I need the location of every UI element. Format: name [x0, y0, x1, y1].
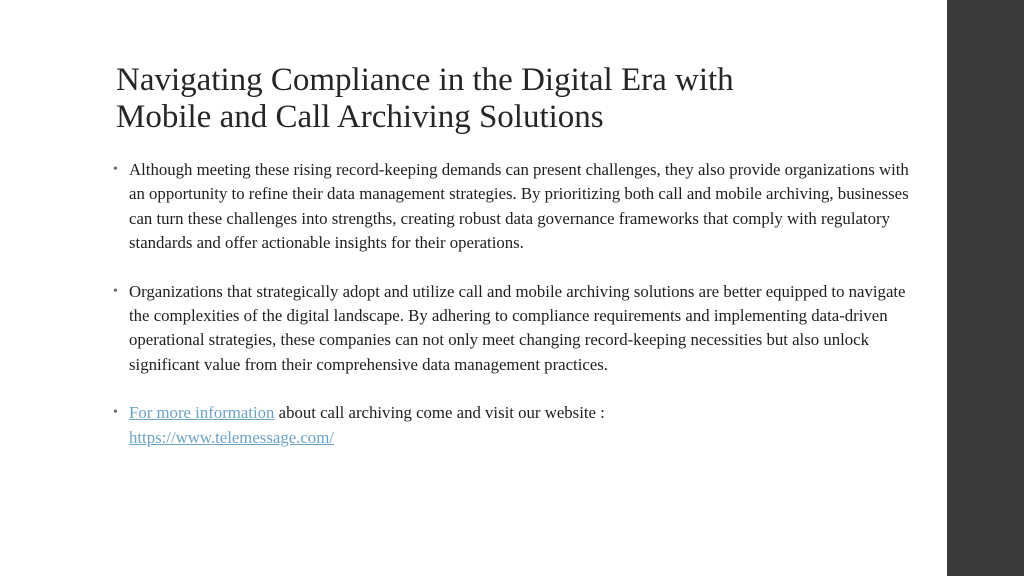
bullet-icon: •	[113, 405, 118, 421]
bullet-item-1	[112, 158, 912, 256]
more-information-link[interactable]: For more information	[129, 403, 275, 423]
bullet-icon: •	[113, 162, 118, 177]
bullet-text-1: Although meeting these rising record-keeping demands can present challenges, they also provide organizations with an opportunity to refine their data management strategies. By prioritizing both call and mobile archiving, businesses can turn these challenges into strengths, creating robust data governance frameworks that comply with regulatory standards and offer actionable insights for their operations.	[129, 160, 909, 253]
title-line-1: Navigating Compliance in the Digital Era with	[116, 62, 734, 98]
bullet-icon: •	[113, 283, 118, 299]
title-line-2: Mobile and Call Archiving Solutions	[116, 99, 604, 135]
slide-title	[116, 62, 916, 136]
bullet-list	[112, 158, 912, 450]
bullet-text-3: about call archiving come and visit our website :	[274, 403, 605, 423]
bullet-text-2: Organizations that strategically adopt and utilize call and mobile archiving solutions are better equipped to navigate the complexities of the digital landscape. By adhering to compliance requirements and implementing data-driven operational strategies, these companies can not only meet changing record-keeping necessities but also unlock significant value from their comprehensive data management practices.	[129, 281, 906, 374]
bullet-item-3	[112, 401, 912, 450]
bullet-item-2	[112, 280, 912, 378]
right-sidebar-bar	[947, 0, 1024, 576]
website-url-link[interactable]: https://www.telemessage.com/	[129, 427, 334, 447]
